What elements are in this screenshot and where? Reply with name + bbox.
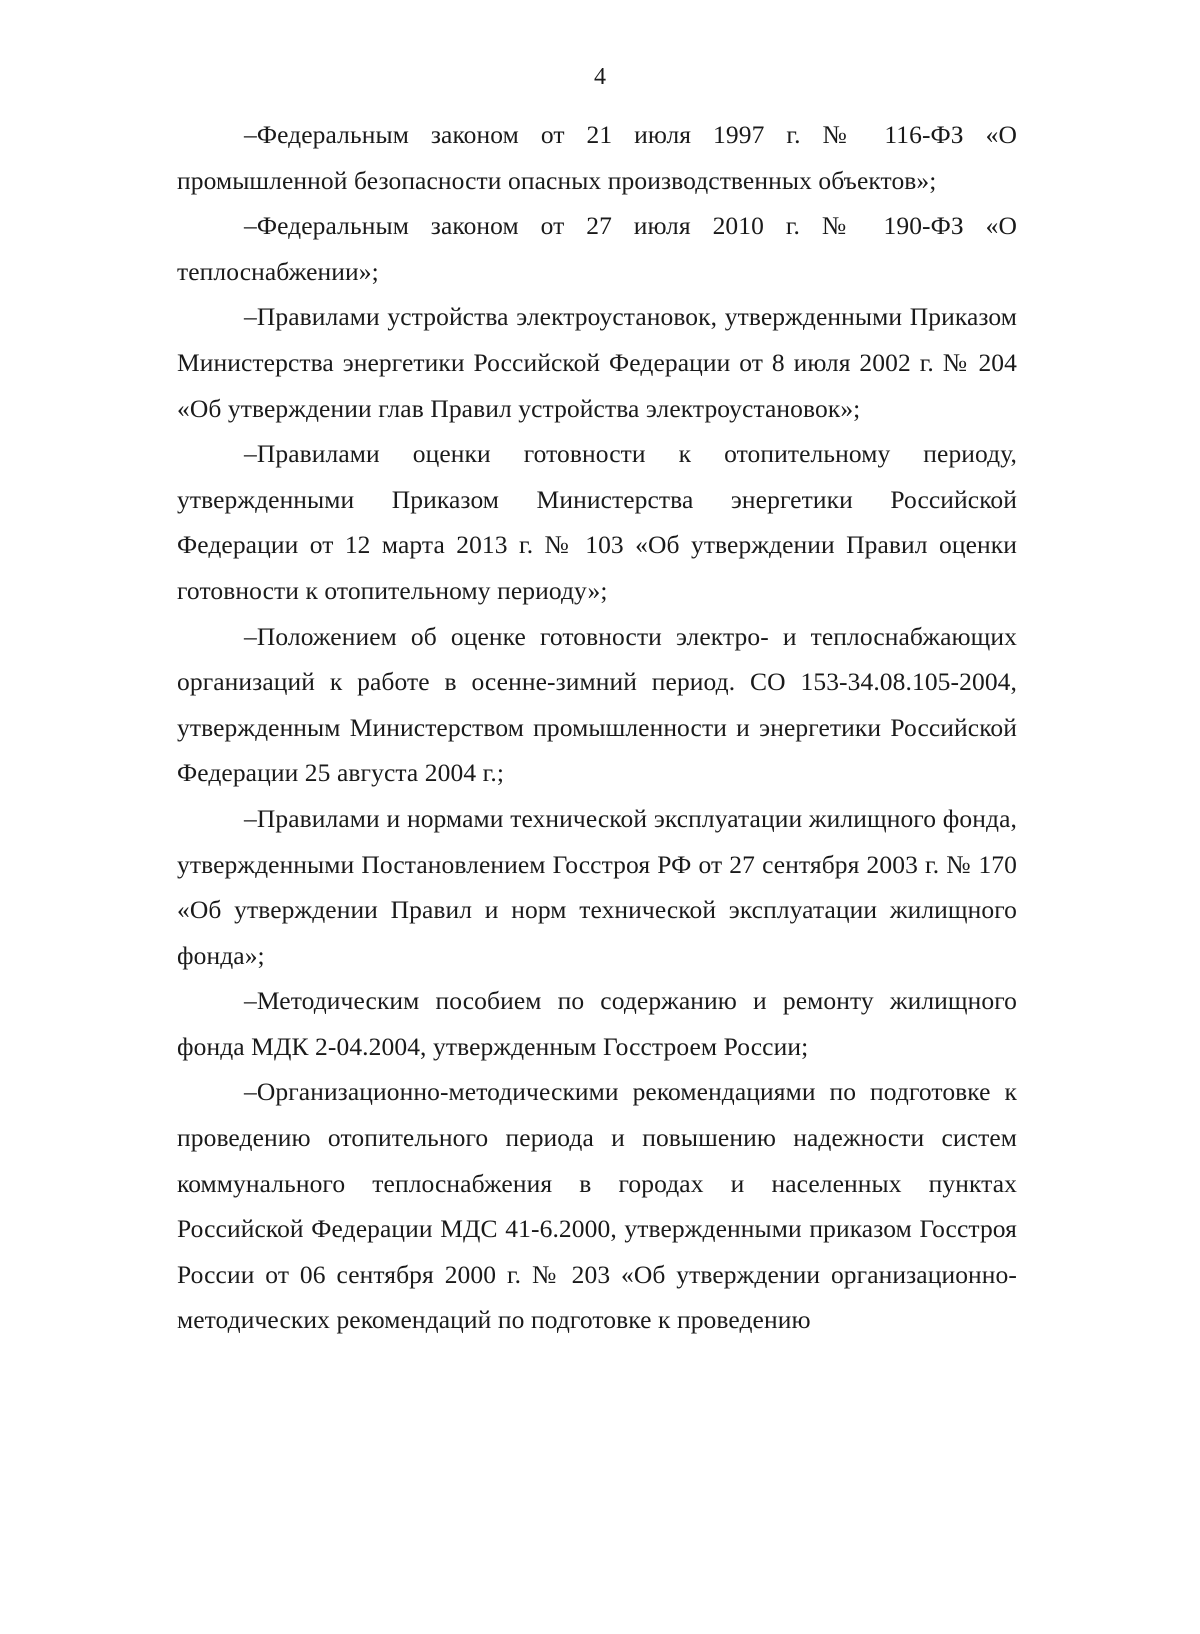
list-item-federal-law-190: –Федеральным законом от 27 июля 2010 г. № 190-ФЗ «О теплоснабжении»; [177, 211, 1017, 286]
list-item-federal-law-116: –Федеральным законом от 21 июля 1997 г. № 116-ФЗ «О промышленной безопасности опасных производственных объектов»; [177, 120, 1017, 195]
page-number: 4 [594, 64, 606, 90]
list-item-housing-maintenance-rules: –Правилами и нормами технической эксплуатации жилищного фонда, утвержденными Постановлением Госстроя РФ от 27 сентября 2003 г. № 170 «Об утверждении Правил и норм технической эксплуатации жилищного фонда»; [177, 803, 1017, 970]
list-item-methodical-recommendations: –Организационно-методическими рекомендациями по подготовке к проведению отопительного периода и повышению надежности систем коммунального теплоснабжения в городах и населенных пунктах Российской Федерации МДС 41-6.2000, утвержденными приказом Госстроя России от 06 сентября 2000 г. № 203 «Об утверждении организационно-методических рекомендаций по подготовке к проведению [177, 1077, 1017, 1335]
list-item-heating-readiness-rules: –Правилами оценки готовности к отопительному периоду, утвержденными Приказом Министерства энергетики Российской Федерации от 12 марта 2013 г. № 103 «Об утверждении Правил оценки готовности к отопительному периоду»; [177, 439, 1017, 605]
list-item-electrical-rules: –Правилами устройства электроустановок, утвержденными Приказом Министерства энергетики Российской Федерации от 8 июля 2002 г. № 204 «Об утверждении глав Правил устройства электроустановок»; [177, 302, 1017, 423]
document-body [177, 112, 1017, 1343]
list-item-methodical-manual: –Методическим пособием по содержанию и ремонту жилищного фонда МДК 2-04.2004, утвержденным Госстроем России; [177, 986, 1017, 1061]
list-item-readiness-regulation: –Положением об оценке готовности электро- и теплоснабжающих организаций к работе в осенне-зимний период. СО 153-34.08.105-2004, утвержденным Министерством промышленности и энергетики Российской Федерации 25 августа 2004 г.; [177, 621, 1017, 788]
